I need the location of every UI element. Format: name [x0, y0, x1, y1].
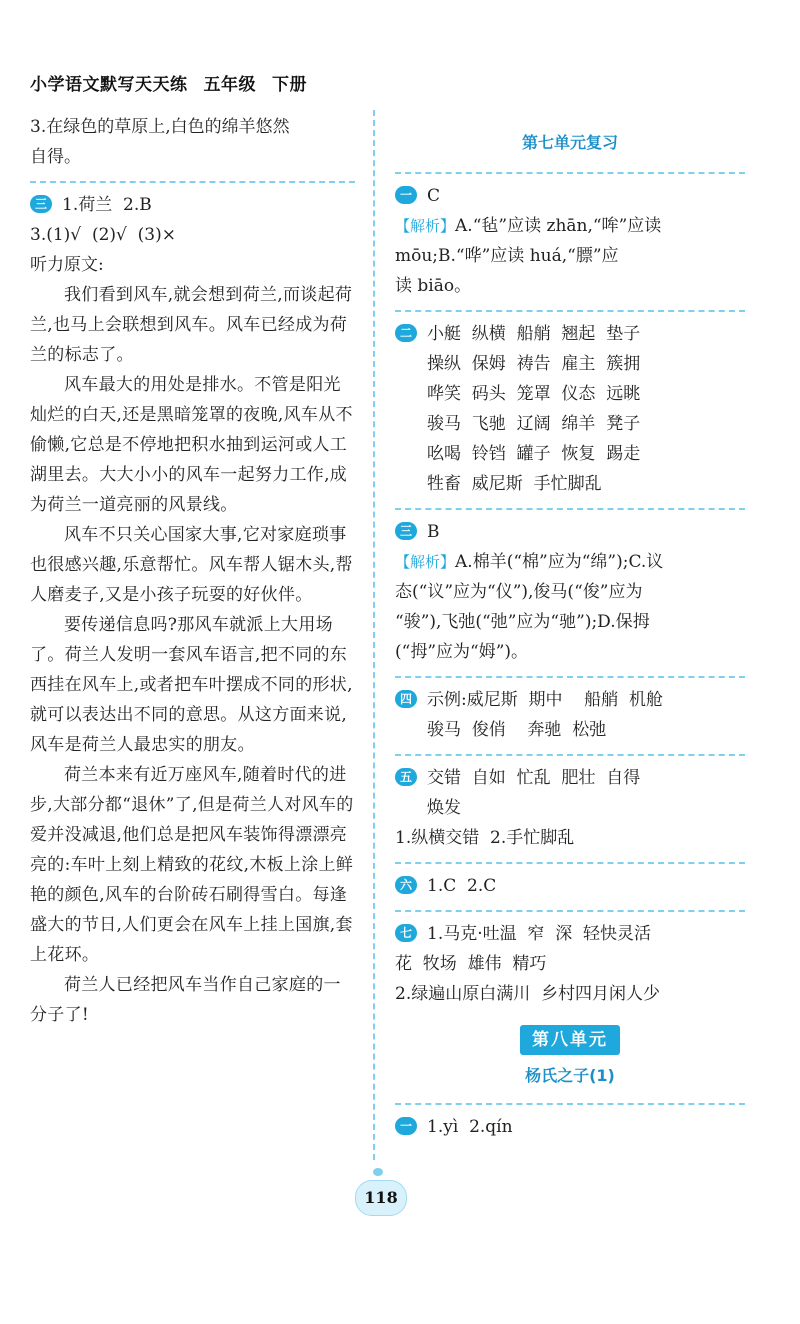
section-badge: 七 — [395, 924, 417, 942]
text-paragraph: 荷兰本来有近万座风车,随着时代的进步,大部分都“退休”了,但是荷兰人对风车的爱并没减退,他们总是把风车装饰得漂漂亮亮的:车叶上刻上精致的花纹,木板上涂上鲜艳的颜色,风车的台阶砖石刷得雪白。每逢盛大的节日,人们更会在风车上挂上国旗,套上花环。 — [30, 765, 354, 965]
section-five — [395, 763, 745, 823]
section-badge: 五 — [395, 768, 417, 786]
text-paragraph: 我们看到风车,就会想到荷兰,而谈起荷兰,也马上会联想到风车。风车已经成为荷兰的标志了。 — [30, 285, 353, 365]
page-number-leaf-icon — [373, 1168, 383, 1176]
section-rule — [395, 676, 745, 678]
grade-label: 五年级 — [203, 75, 256, 95]
analysis-text: 读 biāo。 — [395, 276, 472, 296]
continued-answer-line: 自得。 — [30, 147, 81, 167]
section-six — [395, 871, 745, 901]
section-rule — [395, 310, 745, 312]
book-header — [30, 70, 323, 95]
section-one — [395, 181, 745, 211]
word-row: 操纵 保姆 祷告 雇主 簇拥 — [427, 354, 641, 374]
section-rule — [395, 1103, 745, 1105]
word-row: 骏马 飞驰 辽阔 绵羊 凳子 — [427, 414, 641, 434]
section-badge: 三 — [395, 522, 417, 540]
word-row: 示例:威尼斯 期中 船艄 机舱 — [427, 690, 663, 710]
section-badge: 一 — [395, 1117, 417, 1135]
answer-line: 3.(1)√ (2)√ (3)× — [30, 225, 176, 245]
column-divider — [373, 110, 375, 1160]
section-badge: 六 — [395, 876, 417, 894]
answer-line: B — [427, 522, 440, 542]
answer-line: 花 牧场 雄伟 精巧 — [395, 954, 547, 974]
section-rule — [395, 862, 745, 864]
analysis-text: A.“毡”应读 zhān,“哞”应读 — [455, 216, 662, 236]
section-rule — [395, 172, 745, 174]
book-title: 小学语文默写天天练 — [30, 75, 188, 95]
answer-line: 1.马克·吐温 窄 深 轻快灵活 — [427, 924, 652, 944]
section-two — [395, 319, 745, 499]
lesson-section-one — [395, 1112, 745, 1142]
section-four — [395, 685, 745, 745]
continued-answer-line: 3.在绿色的草原上,白色的绵羊悠然 — [30, 117, 290, 137]
section-three — [30, 190, 355, 220]
left-column — [30, 112, 355, 1030]
analysis-text: mōu;B.“哗”应读 huá,“膘”应 — [395, 246, 619, 266]
analysis-text: “骏”),飞弛(“弛”应为“驰”);D.保拇 — [395, 612, 650, 632]
text-paragraph: 风车最大的用处是排水。不管是阳光灿烂的白天,还是黑暗笼罩的夜晚,风车从不偷懒,它总是不停地把积水抽到运河或人工湖里去。大大小小的风车一起努力工作,成为荷兰一道亮丽的风景线。 — [30, 375, 353, 515]
right-column — [395, 128, 745, 1142]
analysis-label: 【解析】 — [395, 553, 456, 571]
section-rule — [395, 508, 745, 510]
word-row: 交错 自如 忙乱 肥壮 自得 — [427, 768, 641, 788]
answer-line: C — [427, 186, 441, 206]
analysis-text: A.棉羊(“棉”应为“绵”);C.议 — [455, 552, 664, 572]
answer-line: 1.yì 2.qín — [427, 1117, 513, 1137]
answer-line: 1.C 2.C — [427, 876, 497, 896]
section-badge: 一 — [395, 186, 417, 204]
answer-line: 1.纵横交错 2.手忙脚乱 — [395, 828, 575, 848]
word-row: 哗笑 码头 笼罩 仪态 远眺 — [427, 384, 641, 404]
word-row: 小艇 纵横 船艄 翘起 垫子 — [427, 324, 641, 344]
section-three — [395, 517, 745, 547]
text-paragraph: 要传递信息吗?那风车就派上大用场了。荷兰人发明一套风车语言,把不同的东西挂在风车上,或者把车叶摆成不同的形状,就可以表达出不同的意思。从这方面来说,风车是荷兰人最忠实的朋友。 — [30, 615, 353, 755]
section-rule — [395, 910, 745, 912]
analysis-text: 态(“议”应为“仪”),俊马(“俊”应为 — [395, 582, 643, 602]
word-row: 骏马 俊俏 奔驰 松弛 — [427, 720, 607, 740]
answer-line: 1.荷兰 2.B — [62, 195, 152, 215]
word-row: 吆喝 铃铛 罐子 恢复 踢走 — [427, 444, 641, 464]
section-rule — [30, 181, 355, 183]
text-paragraph: 风车不只关心国家大事,它对家庭琐事也很感兴趣,乐意帮忙。风车帮人锯木头,帮人磨麦子,又是小孩子玩耍的好伙伴。 — [30, 525, 353, 605]
page-number: 118 — [355, 1180, 407, 1216]
analysis-label: 【解析】 — [395, 217, 456, 235]
word-row: 焕发 — [427, 798, 461, 818]
section-rule — [395, 754, 745, 756]
answer-line: 2.绿遍山原白满川 乡村四月闲人少 — [395, 984, 661, 1004]
word-row: 牲畜 威尼斯 手忙脚乱 — [427, 474, 602, 494]
section-badge: 二 — [395, 324, 417, 342]
listening-heading: 听力原文: — [30, 255, 104, 275]
review-title: 第七单元复习 — [521, 133, 618, 152]
analysis-text: (“拇”应为“姆”)。 — [395, 642, 529, 662]
section-badge: 三 — [30, 195, 52, 213]
unit-eight-banner: 第八单元 — [520, 1025, 620, 1055]
section-seven — [395, 919, 745, 949]
volume-label: 下册 — [272, 75, 307, 95]
section-badge: 四 — [395, 690, 417, 708]
text-paragraph: 荷兰人已经把风车当作自己家庭的一分子了! — [30, 975, 341, 1025]
lesson-title: 杨氏之子(1) — [525, 1066, 615, 1085]
